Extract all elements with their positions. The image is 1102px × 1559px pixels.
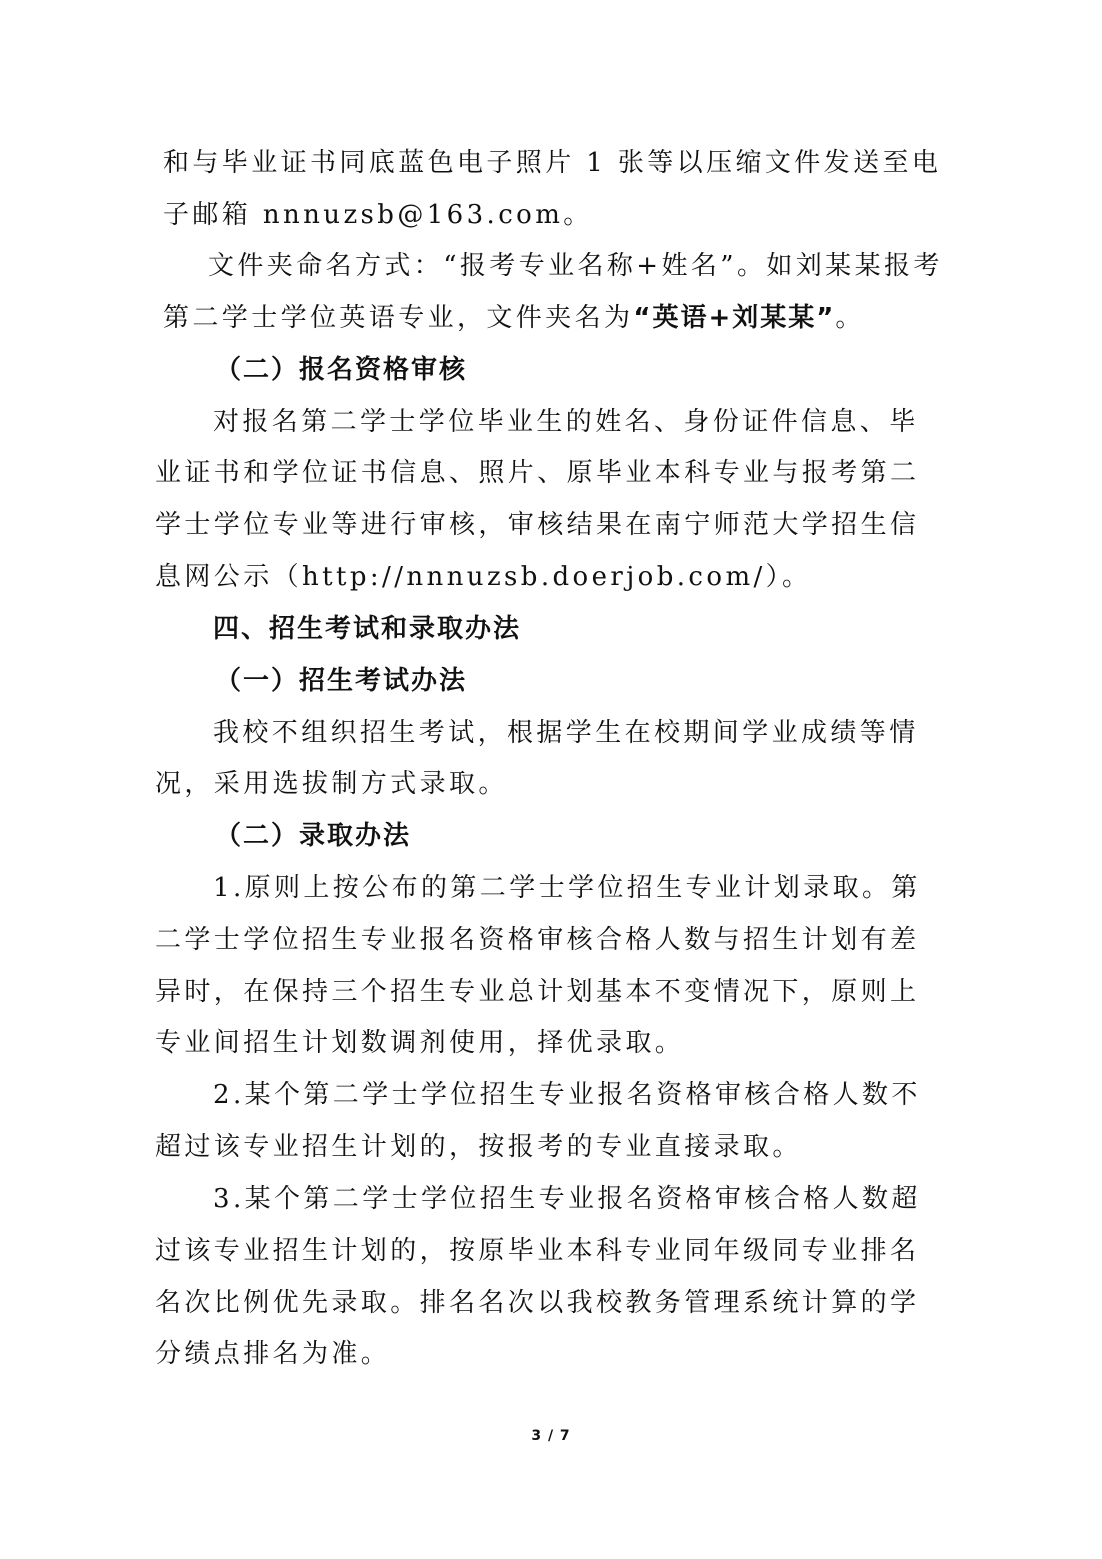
paragraph-line: 和与毕业证书同底蓝色电子照片 1 张等以压缩文件发送至电	[163, 148, 942, 178]
paragraph-line: 超过该专业招生计划的，按报考的专业直接录取。	[155, 1132, 802, 1162]
paragraph-line: 分绩点排名为准。	[155, 1339, 391, 1369]
section-heading: （二）录取办法	[215, 821, 412, 851]
section-heading: （二）报名资格审核	[215, 355, 468, 385]
paragraph-line: 2.某个第二学士学位招生专业报名资格审核合格人数不	[213, 1080, 921, 1110]
paragraph-line: 1.原则上按公布的第二学士学位招生专业计划录取。第	[213, 873, 921, 903]
paragraph-line: 学士学位专业等进行审核，审核结果在南宁师范大学招生信	[155, 510, 920, 540]
paragraph-line: 名次比例优先录取。排名名次以我校教务管理系统计算的学	[155, 1288, 920, 1318]
paragraph-line: 异时，在保持三个招生专业总计划基本不变情况下，原则上	[155, 977, 920, 1007]
page-number: 3 / 7	[531, 1428, 571, 1444]
paragraph-line: 二学士学位招生专业报名资格审核合格人数与招生计划有差	[155, 925, 920, 955]
paragraph-line: 过该专业招生计划的，按原毕业本科专业同年级同专业排名	[155, 1236, 920, 1266]
paragraph-line: 我校不组织招生考试，根据学生在校期间学业成绩等情	[213, 718, 919, 748]
line-end: 。	[835, 303, 865, 333]
paragraph-line: 对报名第二学士学位毕业生的姓名、身份证件信息、毕	[213, 407, 919, 437]
line-text: 第二学士学位英语专业，文件夹名为	[163, 303, 634, 333]
chapter-heading: 四、招生考试和录取办法	[213, 614, 522, 644]
paragraph-line: 3.某个第二学士学位招生专业报名资格审核合格人数超	[213, 1184, 921, 1214]
paragraph-line: 息网公示（http://nnnuzsb.doerjob.com/）。	[155, 562, 812, 592]
paragraph-line: 况，采用选拔制方式录取。	[155, 769, 508, 799]
paragraph-line: 专业间招生计划数调剂使用，择优录取。	[155, 1028, 685, 1058]
bold-folder-example: “英语+刘某某”	[633, 303, 836, 333]
paragraph-line: 文件夹命名方式：“报考专业名称+姓名”。如刘某某报考	[208, 251, 943, 281]
paragraph-line: 子邮箱 nnnuzsb@163.com。	[163, 200, 593, 230]
paragraph-line	[163, 302, 865, 334]
paragraph-line: 业证书和学位证书信息、照片、原毕业本科专业与报考第二	[155, 458, 920, 488]
section-heading: （一）招生考试办法	[215, 666, 468, 696]
